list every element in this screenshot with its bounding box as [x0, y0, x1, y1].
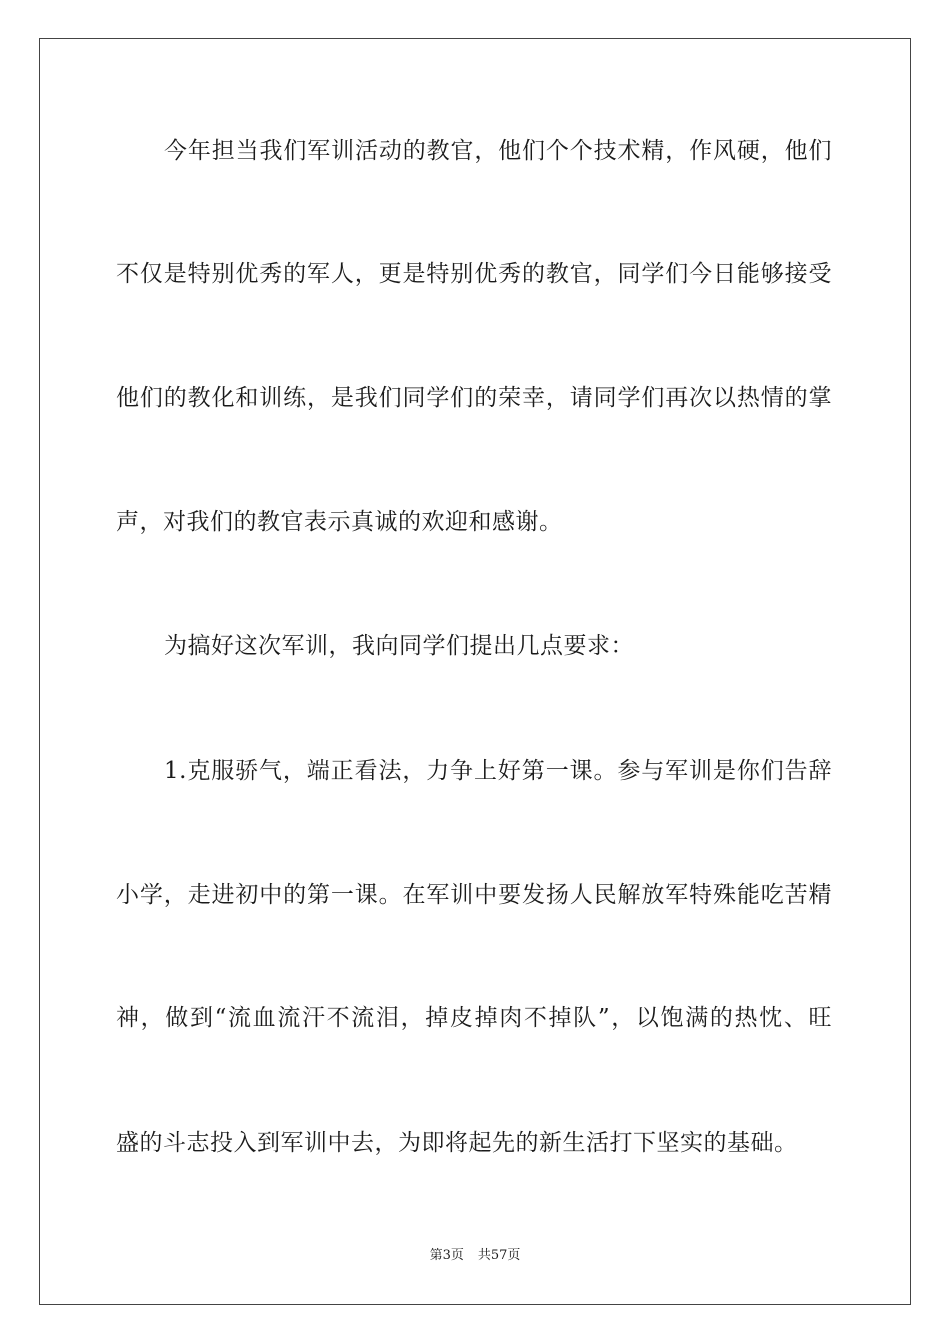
paragraph-3-line-1: 1.克服骄气，端正看法，力争上好第一课。参与军训是你们告辞: [164, 758, 832, 784]
paragraph-3-line-3: 神，做到“流血流汗不流泪，掉皮掉肉不掉队”，以饱满的热忱、旺: [116, 1005, 832, 1031]
paragraph-1-line-4: 声，对我们的教官表示真诚的欢迎和感谢。: [116, 509, 563, 535]
paragraph-1-line-2: 不仅是特别优秀的军人，更是特别优秀的教官，同学们今日能够接受: [116, 261, 832, 287]
paragraph-1-line-3: 他们的教化和训练，是我们同学们的荣幸，请同学们再次以热情的掌: [116, 385, 832, 411]
paragraph-1-line-1: 今年担当我们军训活动的教官，他们个个技术精，作风硬，他们: [164, 138, 832, 164]
page-total: 共57页: [477, 1248, 521, 1263]
paragraph-3-line-4: 盛的斗志投入到军训中去，为即将起先的新生活打下坚实的基础。: [116, 1130, 798, 1156]
paragraph-3-line-2: 小学，走进初中的第一课。在军训中要发扬人民解放军特殊能吃苦精: [116, 882, 832, 908]
page-border: [39, 38, 911, 1305]
page-number: 第3页: [429, 1248, 464, 1263]
page-footer: [0, 1247, 950, 1265]
paragraph-2-line-1: 为搞好这次军训，我向同学们提出几点要求：: [164, 633, 634, 659]
